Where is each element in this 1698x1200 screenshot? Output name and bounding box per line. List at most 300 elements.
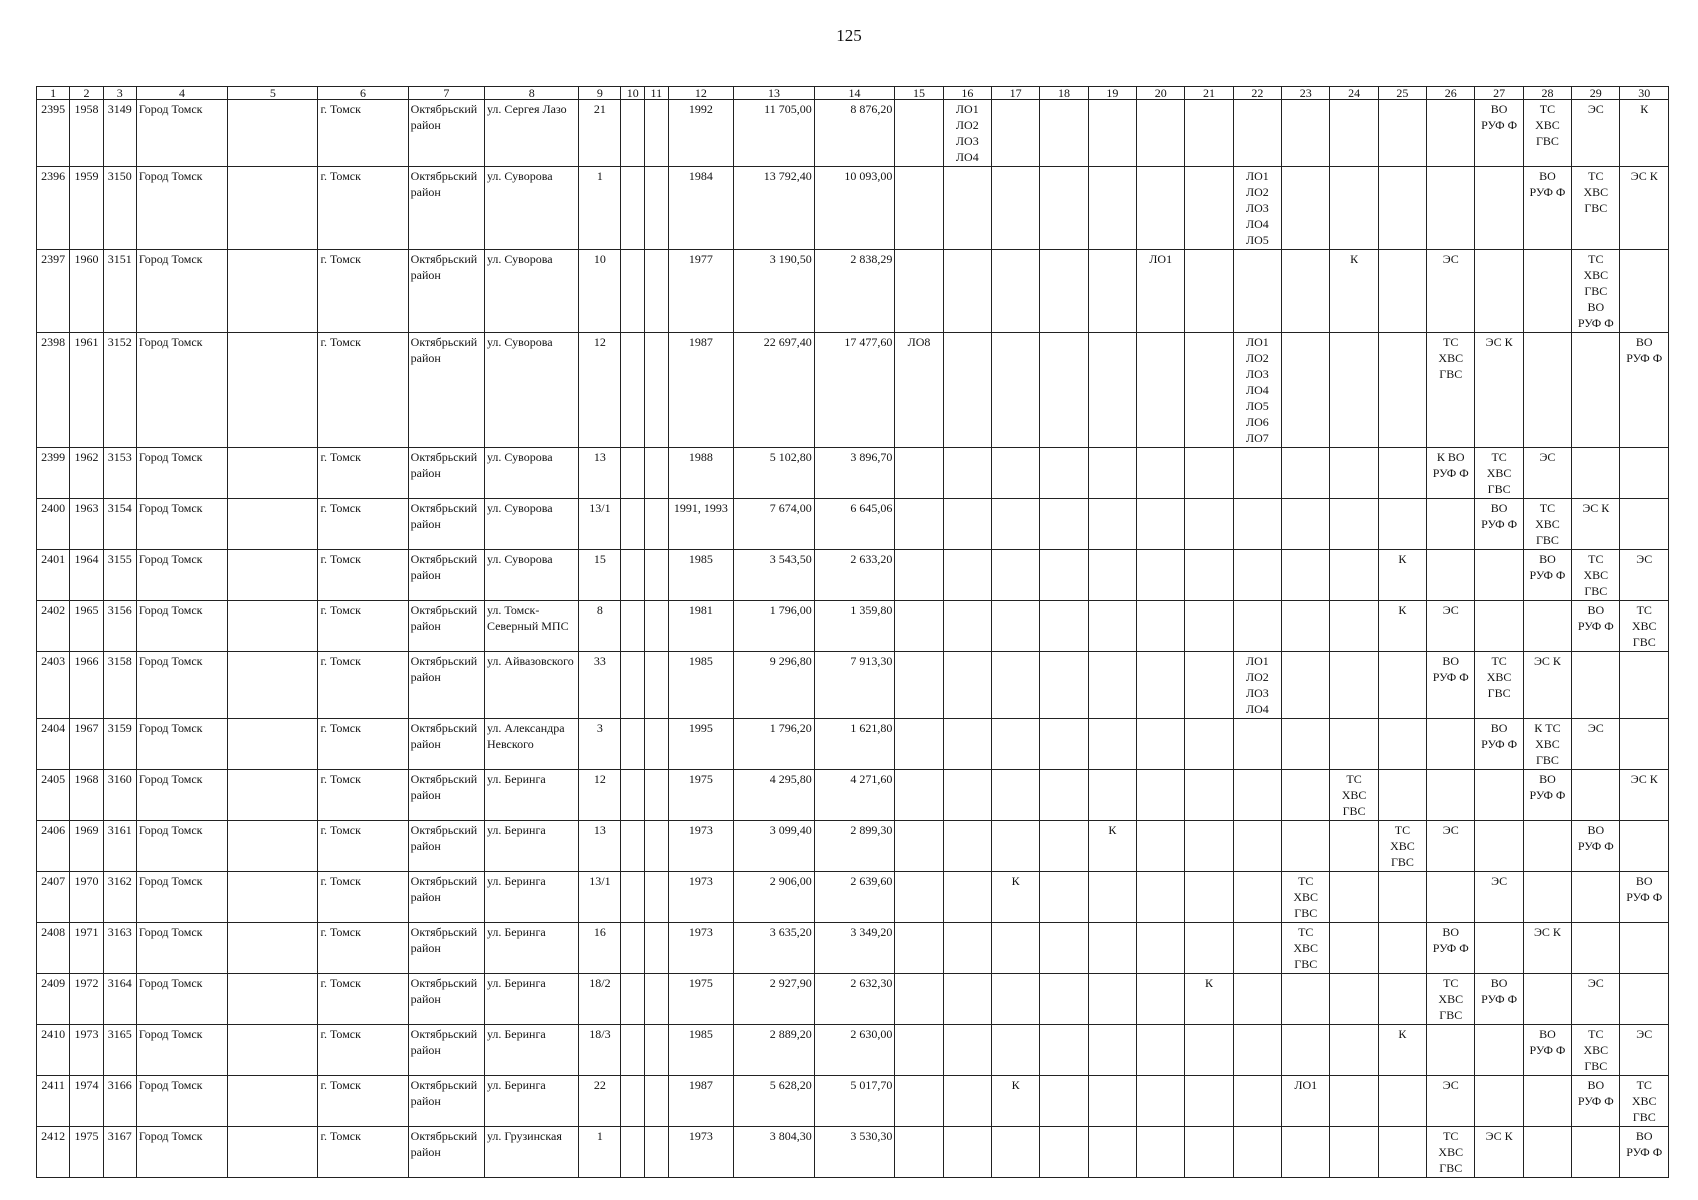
table-cell-col-26: ЭС: [1427, 1076, 1475, 1127]
table-cell-col-14: 4 271,60: [814, 770, 895, 821]
table-cell-col-4: Город Томск: [136, 550, 227, 601]
table-cell-col-14: 5 017,70: [814, 1076, 895, 1127]
table-cell-col-13: 11 705,00: [734, 100, 815, 167]
table-cell-col-14: 2 838,29: [814, 250, 895, 333]
column-header-12: 12: [668, 87, 734, 100]
table-cell-col-11: [645, 448, 669, 499]
table-cell-col-20: [1137, 821, 1185, 872]
table-row: [37, 821, 1669, 872]
table-cell-col-5: [228, 923, 318, 974]
table-cell-col-29: ЭС К: [1572, 499, 1620, 550]
table-cell-col-12: 1981: [668, 601, 734, 652]
table-cell-col-15: [895, 770, 943, 821]
column-header-2: 2: [70, 87, 103, 100]
table-cell-col-13: 3 804,30: [734, 1127, 815, 1178]
table-cell-col-26: [1427, 550, 1475, 601]
table-cell-col-3: 3158: [103, 652, 136, 719]
table-cell-col-20: [1137, 1076, 1185, 1127]
table-cell-col-6: г. Томск: [318, 167, 408, 250]
table-cell-col-4: Город Томск: [136, 923, 227, 974]
column-header-10: 10: [621, 87, 645, 100]
table-cell-col-8: ул. Суворова: [484, 499, 579, 550]
table-cell-col-12: 1975: [668, 770, 734, 821]
table-cell-col-24: [1330, 499, 1378, 550]
table-cell-col-17: К: [992, 872, 1040, 923]
table-cell-col-3: 3164: [103, 974, 136, 1025]
table-cell-col-2: 1961: [70, 333, 103, 448]
table-cell-col-4: Город Томск: [136, 872, 227, 923]
table-cell-col-9: 18/3: [579, 1025, 621, 1076]
table-cell-col-3: 3150: [103, 167, 136, 250]
table-cell-col-3: 3156: [103, 601, 136, 652]
column-header-28: 28: [1523, 87, 1571, 100]
table-cell-col-20: [1137, 974, 1185, 1025]
table-cell-col-16: [943, 333, 991, 448]
table-cell-col-6: г. Томск: [318, 974, 408, 1025]
table-cell-col-28: ВО РУФ Ф: [1523, 550, 1571, 601]
column-header-1: 1: [37, 87, 70, 100]
table-cell-col-28: [1523, 821, 1571, 872]
table-cell-col-1: 2412: [37, 1127, 70, 1178]
column-header-15: 15: [895, 87, 943, 100]
column-header-13: 13: [734, 87, 815, 100]
table-cell-col-10: [621, 333, 645, 448]
table-cell-col-2: 1960: [70, 250, 103, 333]
table-cell-col-15: [895, 499, 943, 550]
table-cell-col-15: [895, 167, 943, 250]
table-cell-col-10: [621, 1076, 645, 1127]
table-cell-col-1: 2407: [37, 872, 70, 923]
table-cell-col-13: 1 796,20: [734, 719, 815, 770]
table-cell-col-20: [1137, 1127, 1185, 1178]
table-cell-col-21: [1185, 1025, 1233, 1076]
table-cell-col-29: ЭС: [1572, 719, 1620, 770]
table-cell-col-25: [1378, 499, 1426, 550]
table-cell-col-21: [1185, 872, 1233, 923]
table-cell-col-15: [895, 974, 943, 1025]
table-cell-col-26: [1427, 167, 1475, 250]
table-cell-col-27: [1475, 550, 1523, 601]
table-cell-col-13: 9 296,80: [734, 652, 815, 719]
table-cell-col-4: Город Томск: [136, 974, 227, 1025]
table-cell-col-5: [228, 100, 318, 167]
table-cell-col-11: [645, 1076, 669, 1127]
table-cell-col-14: 1 359,80: [814, 601, 895, 652]
table-cell-col-7: Октябрьский район: [408, 1127, 484, 1178]
table-cell-col-15: [895, 1127, 943, 1178]
table-cell-col-8: ул. Беринга: [484, 923, 579, 974]
table-cell-col-5: [228, 770, 318, 821]
table-cell-col-11: [645, 652, 669, 719]
table-cell-col-14: 2 633,20: [814, 550, 895, 601]
column-header-29: 29: [1572, 87, 1620, 100]
table-cell-col-24: [1330, 1076, 1378, 1127]
table-cell-col-11: [645, 770, 669, 821]
table-cell-col-1: 2404: [37, 719, 70, 770]
table-cell-col-19: [1088, 333, 1136, 448]
table-cell-col-5: [228, 821, 318, 872]
table-cell-col-29: [1572, 652, 1620, 719]
table-cell-col-19: [1088, 1025, 1136, 1076]
table-cell-col-27: ЭС К: [1475, 1127, 1523, 1178]
table-cell-col-17: [992, 974, 1040, 1025]
table-cell-col-17: [992, 652, 1040, 719]
column-header-30: 30: [1620, 87, 1669, 100]
table-cell-col-3: 3153: [103, 448, 136, 499]
page-number: 125: [836, 26, 862, 45]
table-cell-col-17: [992, 250, 1040, 333]
table-cell-col-22: [1233, 499, 1281, 550]
table-cell-col-23: [1282, 770, 1330, 821]
table-cell-col-6: г. Томск: [318, 550, 408, 601]
table-cell-col-29: [1572, 333, 1620, 448]
table-cell-col-2: 1974: [70, 1076, 103, 1127]
table-cell-col-12: 1973: [668, 872, 734, 923]
table-cell-col-26: [1427, 770, 1475, 821]
table-cell-col-24: [1330, 652, 1378, 719]
table-cell-col-20: [1137, 1025, 1185, 1076]
table-cell-col-8: ул. Беринга: [484, 770, 579, 821]
table-cell-col-21: [1185, 448, 1233, 499]
table-cell-col-18: [1040, 652, 1088, 719]
table-cell-col-14: 7 913,30: [814, 652, 895, 719]
table-cell-col-10: [621, 719, 645, 770]
table-cell-col-8: ул. Александра Невского: [484, 719, 579, 770]
table-cell-col-12: 1985: [668, 652, 734, 719]
table-cell-col-6: г. Томск: [318, 100, 408, 167]
table-cell-col-14: 2 632,30: [814, 974, 895, 1025]
table-cell-col-13: 22 697,40: [734, 333, 815, 448]
table-cell-col-20: [1137, 100, 1185, 167]
table-row: [37, 923, 1669, 974]
table-cell-col-21: [1185, 550, 1233, 601]
table-cell-col-21: [1185, 499, 1233, 550]
table-cell-col-3: 3163: [103, 923, 136, 974]
table-cell-col-10: [621, 923, 645, 974]
table-cell-col-18: [1040, 821, 1088, 872]
table-cell-col-25: [1378, 1076, 1426, 1127]
table-cell-col-1: 2400: [37, 499, 70, 550]
table-cell-col-16: [943, 872, 991, 923]
table-cell-col-27: ЭС: [1475, 872, 1523, 923]
table-cell-col-27: ВО РУФ Ф: [1475, 499, 1523, 550]
table-cell-col-12: 1995: [668, 719, 734, 770]
table-cell-col-5: [228, 974, 318, 1025]
table-cell-col-20: [1137, 872, 1185, 923]
table-cell-col-2: 1973: [70, 1025, 103, 1076]
table-cell-col-23: [1282, 499, 1330, 550]
table-cell-col-5: [228, 1127, 318, 1178]
table-cell-col-19: [1088, 652, 1136, 719]
column-header-21: 21: [1185, 87, 1233, 100]
column-header-18: 18: [1040, 87, 1088, 100]
table-cell-col-10: [621, 1127, 645, 1178]
table-cell-col-5: [228, 872, 318, 923]
housing-registry-table: [36, 86, 1669, 1178]
table-cell-col-3: 3167: [103, 1127, 136, 1178]
table-cell-col-28: ЭС К: [1523, 923, 1571, 974]
column-header-3: 3: [103, 87, 136, 100]
table-cell-col-8: ул. Беринга: [484, 821, 579, 872]
table-cell-col-8: ул. Суворова: [484, 448, 579, 499]
table-cell-col-21: [1185, 652, 1233, 719]
table-cell-col-13: 7 674,00: [734, 499, 815, 550]
table-cell-col-25: [1378, 250, 1426, 333]
table-cell-col-2: 1962: [70, 448, 103, 499]
table-cell-col-16: [943, 719, 991, 770]
table-cell-col-21: [1185, 1127, 1233, 1178]
table-cell-col-3: 3160: [103, 770, 136, 821]
table-cell-col-1: 2403: [37, 652, 70, 719]
table-cell-col-12: 1991, 1993: [668, 499, 734, 550]
table-cell-col-18: [1040, 499, 1088, 550]
table-cell-col-11: [645, 550, 669, 601]
table-cell-col-26: ЭС: [1427, 821, 1475, 872]
table-cell-col-9: 1: [579, 1127, 621, 1178]
table-cell-col-24: [1330, 601, 1378, 652]
table-cell-col-4: Город Томск: [136, 448, 227, 499]
table-cell-col-11: [645, 821, 669, 872]
table-cell-col-17: [992, 499, 1040, 550]
table-cell-col-26: ВО РУФ Ф: [1427, 652, 1475, 719]
table-cell-col-29: ТС ХВС ГВС: [1572, 167, 1620, 250]
table-cell-col-14: 2 899,30: [814, 821, 895, 872]
table-cell-col-21: [1185, 770, 1233, 821]
table-cell-col-16: [943, 601, 991, 652]
table-cell-col-27: ВО РУФ Ф: [1475, 974, 1523, 1025]
table-cell-col-5: [228, 499, 318, 550]
table-cell-col-9: 18/2: [579, 974, 621, 1025]
table-cell-col-17: [992, 1127, 1040, 1178]
table-cell-col-18: [1040, 719, 1088, 770]
table-cell-col-20: ЛО1: [1137, 250, 1185, 333]
table-cell-col-24: [1330, 333, 1378, 448]
table-cell-col-2: 1959: [70, 167, 103, 250]
table-cell-col-4: Город Томск: [136, 167, 227, 250]
table-row: [37, 167, 1669, 250]
table-cell-col-8: ул. Беринга: [484, 974, 579, 1025]
table-cell-col-18: [1040, 1127, 1088, 1178]
table-cell-col-1: 2411: [37, 1076, 70, 1127]
table-cell-col-15: [895, 719, 943, 770]
table-cell-col-25: [1378, 719, 1426, 770]
table-row: [37, 770, 1669, 821]
table-cell-col-7: Октябрьский район: [408, 167, 484, 250]
column-header-4: 4: [136, 87, 227, 100]
table-cell-col-29: ТС ХВС ГВС ВО РУФ Ф: [1572, 250, 1620, 333]
table-cell-col-7: Октябрьский район: [408, 923, 484, 974]
table-cell-col-18: [1040, 448, 1088, 499]
table-row: [37, 872, 1669, 923]
table-row: [37, 652, 1669, 719]
table-cell-col-23: [1282, 448, 1330, 499]
table-cell-col-23: [1282, 652, 1330, 719]
table-cell-col-23: [1282, 550, 1330, 601]
table-cell-col-7: Октябрьский район: [408, 601, 484, 652]
table-cell-col-12: 1984: [668, 167, 734, 250]
table-cell-col-22: [1233, 448, 1281, 499]
table-cell-col-22: [1233, 1025, 1281, 1076]
column-number-header-row: [37, 87, 1669, 100]
table-cell-col-8: ул. Суворова: [484, 550, 579, 601]
table-cell-col-3: 3166: [103, 1076, 136, 1127]
table-cell-col-24: [1330, 448, 1378, 499]
table-cell-col-22: ЛО1 ЛО2 ЛО3 ЛО4: [1233, 652, 1281, 719]
table-cell-col-28: ВО РУФ Ф: [1523, 1025, 1571, 1076]
table-cell-col-16: [943, 448, 991, 499]
table-row: [37, 333, 1669, 448]
table-cell-col-27: [1475, 601, 1523, 652]
table-cell-col-7: Октябрьский район: [408, 448, 484, 499]
table-cell-col-23: ТС ХВС ГВС: [1282, 872, 1330, 923]
table-cell-col-24: [1330, 167, 1378, 250]
table-cell-col-1: 2397: [37, 250, 70, 333]
table-cell-col-3: 3155: [103, 550, 136, 601]
table-cell-col-15: [895, 821, 943, 872]
table-cell-col-29: ВО РУФ Ф: [1572, 821, 1620, 872]
table-cell-col-22: ЛО1 ЛО2 ЛО3 ЛО4 ЛО5 ЛО6 ЛО7: [1233, 333, 1281, 448]
table-cell-col-30: [1620, 821, 1669, 872]
column-header-7: 7: [408, 87, 484, 100]
table-cell-col-11: [645, 250, 669, 333]
table-cell-col-3: 3154: [103, 499, 136, 550]
table-cell-col-15: [895, 100, 943, 167]
table-cell-col-16: [943, 652, 991, 719]
table-cell-col-14: 3 530,30: [814, 1127, 895, 1178]
table-cell-col-1: 2405: [37, 770, 70, 821]
table-cell-col-19: [1088, 1127, 1136, 1178]
table-cell-col-28: [1523, 250, 1571, 333]
table-cell-col-12: 1985: [668, 1025, 734, 1076]
table-row: [37, 974, 1669, 1025]
table-cell-col-22: [1233, 100, 1281, 167]
table-cell-col-11: [645, 499, 669, 550]
table-cell-col-23: [1282, 1127, 1330, 1178]
table-cell-col-3: 3149: [103, 100, 136, 167]
table-cell-col-18: [1040, 923, 1088, 974]
table-cell-col-9: 15: [579, 550, 621, 601]
table-cell-col-4: Город Томск: [136, 250, 227, 333]
table-cell-col-28: ЭС: [1523, 448, 1571, 499]
table-cell-col-20: [1137, 448, 1185, 499]
table-cell-col-15: [895, 250, 943, 333]
table-cell-col-14: 17 477,60: [814, 333, 895, 448]
table-cell-col-18: [1040, 601, 1088, 652]
column-header-19: 19: [1088, 87, 1136, 100]
table-cell-col-16: [943, 550, 991, 601]
table-cell-col-26: К ВО РУФ Ф: [1427, 448, 1475, 499]
table-cell-col-20: [1137, 719, 1185, 770]
table-cell-col-8: ул. Беринга: [484, 1025, 579, 1076]
table-cell-col-30: ВО РУФ Ф: [1620, 872, 1669, 923]
table-cell-col-16: [943, 923, 991, 974]
table-cell-col-14: 6 645,06: [814, 499, 895, 550]
table-cell-col-6: г. Томск: [318, 770, 408, 821]
table-cell-col-2: 1965: [70, 601, 103, 652]
table-cell-col-25: ТС ХВС ГВС: [1378, 821, 1426, 872]
table-cell-col-11: [645, 1025, 669, 1076]
table-cell-col-25: [1378, 872, 1426, 923]
table-cell-col-26: [1427, 100, 1475, 167]
table-cell-col-17: [992, 923, 1040, 974]
table-cell-col-26: ТС ХВС ГВС: [1427, 974, 1475, 1025]
table-cell-col-23: [1282, 601, 1330, 652]
table-cell-col-11: [645, 872, 669, 923]
table-cell-col-9: 10: [579, 250, 621, 333]
column-header-11: 11: [645, 87, 669, 100]
table-cell-col-6: г. Томск: [318, 448, 408, 499]
table-cell-col-5: [228, 550, 318, 601]
table-cell-col-16: [943, 821, 991, 872]
table-cell-col-7: Октябрьский район: [408, 250, 484, 333]
table-cell-col-24: [1330, 1025, 1378, 1076]
table-cell-col-15: ЛО8: [895, 333, 943, 448]
table-cell-col-12: 1973: [668, 821, 734, 872]
table-cell-col-4: Город Томск: [136, 1127, 227, 1178]
table-cell-col-7: Октябрьский район: [408, 499, 484, 550]
table-cell-col-23: [1282, 167, 1330, 250]
table-cell-col-15: [895, 448, 943, 499]
table-cell-col-10: [621, 872, 645, 923]
table-cell-col-16: ЛО1 ЛО2 ЛО3 ЛО4: [943, 100, 991, 167]
table-cell-col-30: ВО РУФ Ф: [1620, 333, 1669, 448]
table-cell-col-16: [943, 1025, 991, 1076]
table-cell-col-11: [645, 974, 669, 1025]
table-cell-col-8: ул. Грузинская: [484, 1127, 579, 1178]
table-cell-col-29: ВО РУФ Ф: [1572, 1076, 1620, 1127]
table-cell-col-16: [943, 770, 991, 821]
table-cell-col-7: Октябрьский район: [408, 333, 484, 448]
table-cell-col-12: 1973: [668, 923, 734, 974]
table-cell-col-12: 1988: [668, 448, 734, 499]
table-cell-col-30: ТС ХВС ГВС: [1620, 1076, 1669, 1127]
table-cell-col-8: ул. Суворова: [484, 250, 579, 333]
table-cell-col-26: ЭС: [1427, 250, 1475, 333]
table-cell-col-10: [621, 1025, 645, 1076]
table-cell-col-1: 2410: [37, 1025, 70, 1076]
table-cell-col-23: [1282, 719, 1330, 770]
column-header-20: 20: [1137, 87, 1185, 100]
table-cell-col-16: [943, 974, 991, 1025]
table-cell-col-2: 1966: [70, 652, 103, 719]
table-cell-col-23: [1282, 250, 1330, 333]
table-cell-col-14: 3 349,20: [814, 923, 895, 974]
table-cell-col-24: [1330, 1127, 1378, 1178]
table-cell-col-26: [1427, 499, 1475, 550]
table-cell-col-22: [1233, 1076, 1281, 1127]
table-row: [37, 250, 1669, 333]
table-cell-col-3: 3151: [103, 250, 136, 333]
table-cell-col-21: [1185, 250, 1233, 333]
table-cell-col-1: 2401: [37, 550, 70, 601]
table-cell-col-21: [1185, 719, 1233, 770]
table-cell-col-19: [1088, 601, 1136, 652]
table-row: [37, 100, 1669, 167]
table-cell-col-15: [895, 652, 943, 719]
table-cell-col-13: 5 102,80: [734, 448, 815, 499]
table-cell-col-5: [228, 601, 318, 652]
table-cell-col-30: [1620, 250, 1669, 333]
table-cell-col-25: [1378, 923, 1426, 974]
table-row: [37, 1025, 1669, 1076]
table-cell-col-12: 1987: [668, 1076, 734, 1127]
table-cell-col-17: [992, 167, 1040, 250]
table-cell-col-13: 4 295,80: [734, 770, 815, 821]
table-cell-col-5: [228, 448, 318, 499]
table-cell-col-28: [1523, 1127, 1571, 1178]
table-cell-col-27: ВО РУФ Ф: [1475, 100, 1523, 167]
table-cell-col-30: ТС ХВС ГВС: [1620, 601, 1669, 652]
